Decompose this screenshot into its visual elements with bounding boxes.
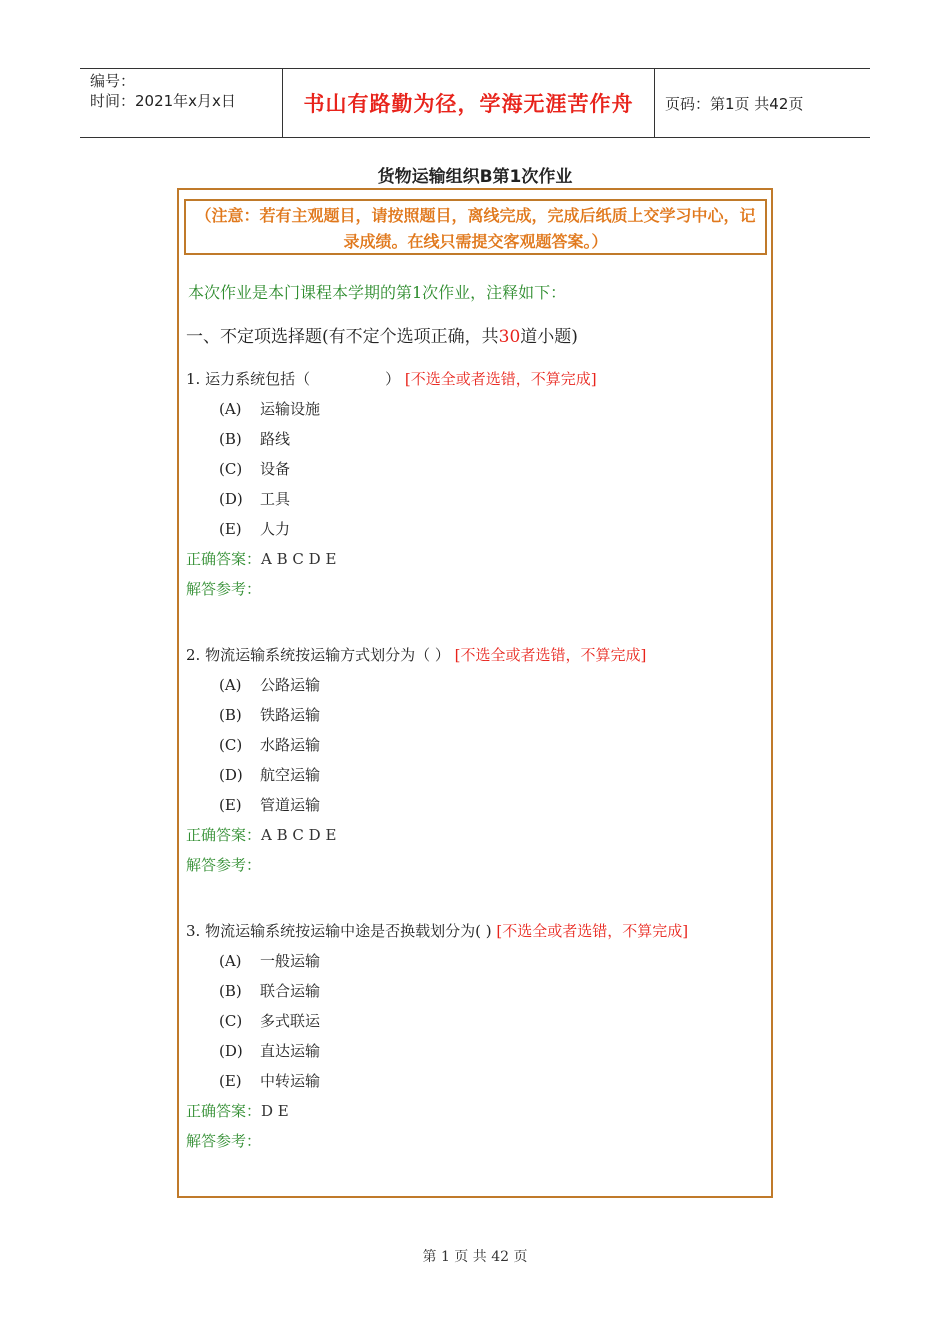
option-text: 多式联运: [260, 1012, 321, 1030]
answer-label: 正确答案：: [186, 1102, 262, 1120]
answer-value: A B C D E: [261, 550, 337, 568]
option-e[interactable]: [186, 1069, 776, 1099]
option-e[interactable]: [186, 793, 776, 823]
option-text: 工具: [260, 490, 291, 508]
option-label: (E): [219, 796, 242, 814]
option-label: (B): [219, 982, 242, 1000]
option-label: (E): [219, 1072, 242, 1090]
header-meta: [80, 69, 282, 137]
option-text: 联合运输: [260, 982, 321, 1000]
question-note: [不选全或者选错，不算完成]: [404, 370, 597, 388]
option-c[interactable]: [186, 1009, 776, 1039]
page-header: [80, 68, 870, 138]
document-title: 货物运输组织B第1次作业: [377, 167, 573, 187]
option-text: 一般运输: [260, 952, 321, 970]
option-a[interactable]: [186, 673, 776, 703]
option-text: 中转运输: [260, 1072, 321, 1090]
option-b[interactable]: [186, 979, 776, 1009]
option-c[interactable]: [186, 457, 776, 487]
header-motto: 书山有路勤为径，学海无涯苦作舟: [282, 69, 655, 137]
section-prefix: 一、不定项选择题(有不定个选项正确，共: [186, 327, 499, 347]
option-text: 公路运输: [260, 676, 321, 694]
time-label: 时间：2021年x月x日: [90, 92, 236, 110]
notice-box: （注意：若有主观题目，请按照题目，离线完成，完成后纸质上交学习中心，记录成绩。在线只需提交客观题答案。）: [184, 199, 767, 255]
option-d[interactable]: [186, 763, 776, 793]
intro-text: 本次作业是本门课程本学期的第1次作业，注释如下：: [188, 283, 567, 302]
header-page-info: 页码：第1页 共42页: [665, 94, 804, 113]
option-label: (A): [219, 676, 242, 694]
answer-reference: 解答参考：: [186, 580, 262, 598]
question-note: [不选全或者选错，不算完成]: [454, 646, 647, 664]
option-b[interactable]: [186, 703, 776, 733]
number-label: 编号：: [90, 72, 136, 90]
option-label: (A): [219, 400, 242, 418]
question-3: [186, 919, 776, 1159]
option-label: (C): [219, 460, 243, 478]
option-label: (C): [219, 1012, 243, 1030]
option-label: (B): [219, 430, 242, 448]
option-d[interactable]: [186, 487, 776, 517]
question-stem: [186, 919, 776, 949]
question-note: [不选全或者选错，不算完成]: [496, 922, 689, 940]
question-stem: [186, 367, 776, 397]
option-text: 航空运输: [260, 766, 321, 784]
option-text: 运输设施: [260, 400, 321, 418]
answer-reference: 解答参考：: [186, 1132, 262, 1150]
option-a[interactable]: [186, 949, 776, 979]
option-text: 铁路运输: [260, 706, 321, 724]
question-count: 30: [498, 327, 521, 347]
question-stem: [186, 643, 776, 673]
option-label: (D): [219, 766, 243, 784]
correct-answer: [186, 1099, 776, 1129]
question-text: 1. 运力系统包括（ ）: [186, 370, 401, 388]
option-label: (A): [219, 952, 242, 970]
option-label: (E): [219, 520, 242, 538]
option-b[interactable]: [186, 427, 776, 457]
answer-label: 正确答案：: [186, 550, 262, 568]
answer-value: A B C D E: [261, 826, 337, 844]
option-text: 人力: [260, 520, 291, 538]
correct-answer: [186, 547, 776, 577]
section-suffix: 道小题): [520, 327, 578, 347]
section-heading: [186, 322, 578, 347]
option-label: (D): [219, 490, 243, 508]
option-label: (B): [219, 706, 242, 724]
option-c[interactable]: [186, 733, 776, 763]
question-1: [186, 367, 776, 607]
option-text: 直达运输: [260, 1042, 321, 1060]
option-a[interactable]: [186, 397, 776, 427]
answer-reference: 解答参考：: [186, 856, 262, 874]
option-label: (D): [219, 1042, 243, 1060]
answer-value: D E: [261, 1102, 289, 1120]
option-d[interactable]: [186, 1039, 776, 1069]
option-label: (C): [219, 736, 243, 754]
option-text: 管道运输: [260, 796, 321, 814]
question-2: [186, 643, 776, 883]
page-footer: 第 1 页 共 42 页: [422, 1249, 528, 1265]
correct-answer: [186, 823, 776, 853]
option-text: 水路运输: [260, 736, 321, 754]
question-text: 3. 物流运输系统按运输中途是否换载划分为( ): [186, 922, 492, 940]
option-text: 路线: [260, 430, 291, 448]
option-text: 设备: [260, 460, 291, 478]
question-text: 2. 物流运输系统按运输方式划分为（ ）: [186, 646, 450, 664]
option-e[interactable]: [186, 517, 776, 547]
answer-label: 正确答案：: [186, 826, 262, 844]
